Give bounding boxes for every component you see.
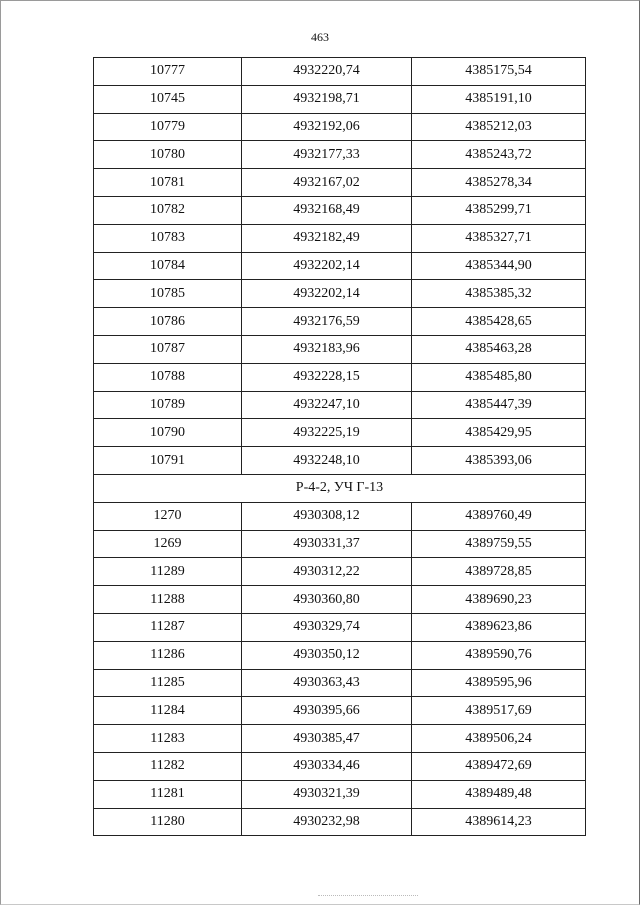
y-coordinate-cell: 4385393,06: [412, 447, 586, 475]
point-number-cell: 10781: [94, 169, 242, 197]
table-row: [94, 530, 586, 558]
y-coordinate-cell: 4385299,71: [412, 196, 586, 224]
table-row: [94, 169, 586, 197]
x-coordinate-cell: 4932247,10: [242, 391, 412, 419]
x-coordinate-cell: 4930312,22: [242, 558, 412, 586]
table-row: [94, 85, 586, 113]
table-row: [94, 641, 586, 669]
table-row: [94, 141, 586, 169]
x-coordinate-cell: 4932220,74: [242, 58, 412, 86]
point-number-cell: 10783: [94, 224, 242, 252]
x-coordinate-cell: 4930329,74: [242, 613, 412, 641]
x-coordinate-cell: 4932225,19: [242, 419, 412, 447]
point-number-cell: 10745: [94, 85, 242, 113]
table-row: [94, 335, 586, 363]
point-number-cell: 1269: [94, 530, 242, 558]
point-number-cell: 11285: [94, 669, 242, 697]
y-coordinate-cell: 4385447,39: [412, 391, 586, 419]
x-coordinate-cell: 4932168,49: [242, 196, 412, 224]
table-row: [94, 780, 586, 808]
x-coordinate-cell: 4930360,80: [242, 586, 412, 614]
table-row: [94, 502, 586, 530]
point-number-cell: 10782: [94, 196, 242, 224]
y-coordinate-cell: 4385428,65: [412, 308, 586, 336]
y-coordinate-cell: 4385463,28: [412, 335, 586, 363]
y-coordinate-cell: 4389595,96: [412, 669, 586, 697]
point-number-cell: 10791: [94, 447, 242, 475]
x-coordinate-cell: 4930308,12: [242, 502, 412, 530]
point-number-cell: 10780: [94, 141, 242, 169]
page-number: 463: [311, 30, 329, 44]
y-coordinate-cell: 4385175,54: [412, 58, 586, 86]
x-coordinate-cell: 4932167,02: [242, 169, 412, 197]
section-header: Р-4-2, УЧ Г-13: [94, 474, 586, 502]
point-number-cell: 10790: [94, 419, 242, 447]
point-number-cell: 11287: [94, 613, 242, 641]
table-row: [94, 224, 586, 252]
table-row: [94, 613, 586, 641]
x-coordinate-cell: 4932177,33: [242, 141, 412, 169]
point-number-cell: 11280: [94, 808, 242, 836]
x-coordinate-cell: 4930350,12: [242, 641, 412, 669]
y-coordinate-cell: 4385212,03: [412, 113, 586, 141]
point-number-cell: 11281: [94, 780, 242, 808]
point-number-cell: 10785: [94, 280, 242, 308]
y-coordinate-cell: 4385278,34: [412, 169, 586, 197]
point-number-cell: 11286: [94, 641, 242, 669]
y-coordinate-cell: 4389760,49: [412, 502, 586, 530]
y-coordinate-cell: 4389506,24: [412, 725, 586, 753]
point-number-cell: 10787: [94, 335, 242, 363]
y-coordinate-cell: 4385327,71: [412, 224, 586, 252]
table-row: [94, 391, 586, 419]
y-coordinate-cell: 4385485,80: [412, 363, 586, 391]
table-row: [94, 447, 586, 475]
table-row: [94, 252, 586, 280]
point-number-cell: 1270: [94, 502, 242, 530]
table-row: [94, 725, 586, 753]
y-coordinate-cell: 4385191,10: [412, 85, 586, 113]
table-row: [94, 113, 586, 141]
y-coordinate-cell: 4385344,90: [412, 252, 586, 280]
point-number-cell: 10777: [94, 58, 242, 86]
x-coordinate-cell: 4932176,59: [242, 308, 412, 336]
x-coordinate-cell: 4930395,66: [242, 697, 412, 725]
table-row: [94, 752, 586, 780]
x-coordinate-cell: 4932183,96: [242, 335, 412, 363]
point-number-cell: 10779: [94, 113, 242, 141]
y-coordinate-cell: 4389472,69: [412, 752, 586, 780]
y-coordinate-cell: 4385243,72: [412, 141, 586, 169]
y-coordinate-cell: 4389728,85: [412, 558, 586, 586]
x-coordinate-cell: 4932228,15: [242, 363, 412, 391]
point-number-cell: 11282: [94, 752, 242, 780]
x-coordinate-cell: 4930385,47: [242, 725, 412, 753]
table-row: [94, 280, 586, 308]
table-row: [94, 419, 586, 447]
table-row: [94, 558, 586, 586]
table-row: [94, 669, 586, 697]
coordinates-table: [93, 57, 586, 836]
y-coordinate-cell: 4389623,86: [412, 613, 586, 641]
point-number-cell: 11288: [94, 586, 242, 614]
table-row: [94, 363, 586, 391]
table-row: [94, 196, 586, 224]
point-number-cell: 10789: [94, 391, 242, 419]
x-coordinate-cell: 4930232,98: [242, 808, 412, 836]
y-coordinate-cell: 4389614,23: [412, 808, 586, 836]
coordinates-table-body: [94, 58, 586, 836]
y-coordinate-cell: 4389517,69: [412, 697, 586, 725]
y-coordinate-cell: 4389489,48: [412, 780, 586, 808]
y-coordinate-cell: 4385429,95: [412, 419, 586, 447]
point-number-cell: 11283: [94, 725, 242, 753]
x-coordinate-cell: 4930321,39: [242, 780, 412, 808]
point-number-cell: 10786: [94, 308, 242, 336]
point-number-cell: 10788: [94, 363, 242, 391]
section-header-row: [94, 474, 586, 502]
table-row: [94, 697, 586, 725]
x-coordinate-cell: 4930363,43: [242, 669, 412, 697]
y-coordinate-cell: 4389759,55: [412, 530, 586, 558]
x-coordinate-cell: 4932202,14: [242, 252, 412, 280]
table-row: [94, 58, 586, 86]
point-number-cell: 11289: [94, 558, 242, 586]
y-coordinate-cell: 4389690,23: [412, 586, 586, 614]
x-coordinate-cell: 4930334,46: [242, 752, 412, 780]
x-coordinate-cell: 4932202,14: [242, 280, 412, 308]
table-row: [94, 308, 586, 336]
x-coordinate-cell: 4932248,10: [242, 447, 412, 475]
table-row: [94, 586, 586, 614]
x-coordinate-cell: 4932198,71: [242, 85, 412, 113]
y-coordinate-cell: 4389590,76: [412, 641, 586, 669]
point-number-cell: 10784: [94, 252, 242, 280]
x-coordinate-cell: 4932182,49: [242, 224, 412, 252]
point-number-cell: 11284: [94, 697, 242, 725]
scan-mark: [318, 895, 418, 897]
y-coordinate-cell: 4385385,32: [412, 280, 586, 308]
x-coordinate-cell: 4930331,37: [242, 530, 412, 558]
x-coordinate-cell: 4932192,06: [242, 113, 412, 141]
table-row: [94, 808, 586, 836]
